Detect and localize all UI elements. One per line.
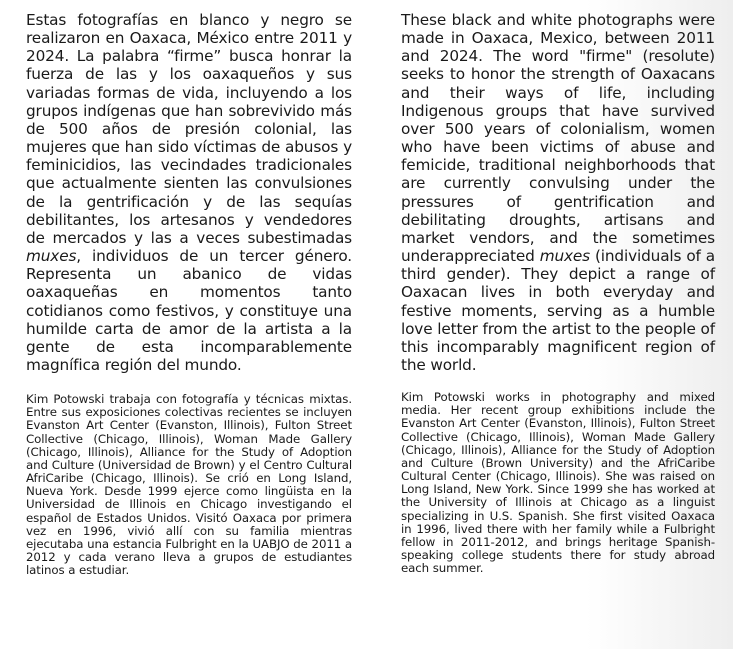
spanish-statement-part-2: , individuos de un tercer género. Representa un abanico de vidas oaxaqueñas en momentos tanto cotidianos como festivos, y constituye una humilde carta de amor de la artista a la gente de esta incomparablemente magnífica región del mundo. [26, 247, 352, 374]
spanish-statement-part-1: Estas fotografías en blanco y negro se realizaron en Oaxaca, México entre 2011 y 2024. La palabra “firme” busca honrar la fuerza de las y los oaxaqueños y sus variadas formas de vida, incluyendo a los grupos indígenas que han sobrevivido más de 500 años de presión colonial, las mujeres que han sido víctimas de abusos y feminicidios, las vecindades tradicionales que actualmente sienten las convulsiones de la gentrificación y de las sequías debilitantes, los artesanos y vendedores de mercados y las a veces subestimadas [26, 11, 352, 247]
english-artist-bio: Kim Potowski works in photography and mixed media. Her recent group exhibitions include the Evanston Art Center (Evanston, Illinois), Fulton Street Collective (Chicago, Illinois), Woman Made Gallery (Chicago, Illinois), Alliance for the Study of Adoption and Culture (Brown University) and the AfriCaribe Cultural Center (Chicago, Illinois). She was raised on Long Island, New York. Since 1999 she has worked at the University of Illinois at Chicago as a linguist specializing in U.S. Spanish. She first visited Oaxaca in 1996, lived there with her family while a Fulbright fellow in 2011-2012, and brings heritage Spanish-speaking college students there for study abroad each summer. [401, 390, 715, 576]
english-statement-part-1: These black and white photographs were made in Oaxaca, Mexico, between 2011 and 2024. The word "firme" (resolute) seeks to honor the strength of Oaxacans and their ways of life, including Indigenous groups that have survived over 500 years of colonialism, women who have been victims of abuse and femicide, traditional neighborhoods that are currently convulsing under the pressures of gentrification and debilitating droughts, artisans and market vendors, and the sometimes underappreciated [401, 11, 715, 266]
spanish-column [26, 11, 352, 577]
spanish-statement [26, 11, 352, 374]
english-statement-italic: muxes [539, 247, 590, 266]
spanish-statement-italic: muxes [26, 247, 77, 266]
english-column [401, 11, 715, 575]
english-statement-part-2: (individuals of a third gender). They depict a range of Oaxacan lives in both everyday and festive moments, serving as a humble love letter from the artist to the people of this incomparably magnificent region of the world. [401, 247, 715, 374]
english-statement [401, 11, 715, 374]
spanish-artist-bio: Kim Potowski trabaja con fotografía y técnicas mixtas. Entre sus exposiciones colectivas recientes se incluyen Evanston Art Center (Evanston, Illinois), Fulton Street Collective (Chicago, Illinois), Woman Made Gallery (Chicago, Illinois), Alliance for the Study of Adoption and Culture (Universidad de Brown) y el Centro Cultural AfriCaribe (Chicago, Illinois). Se crió en Long Island, Nueva York. Desde 1999 ejerce como lingüista en la Universidad de Illinois en Chicago investigando el español de Estados Unidos. Visitó Oaxaca por primera vez en 1996, vivió allí con su familia mientras ejecutaba una estancia Fulbright en la UABJO de 2011 a 2012 y cada verano lleva a grupos de estudiantes latinos a estudiar. [26, 392, 352, 578]
